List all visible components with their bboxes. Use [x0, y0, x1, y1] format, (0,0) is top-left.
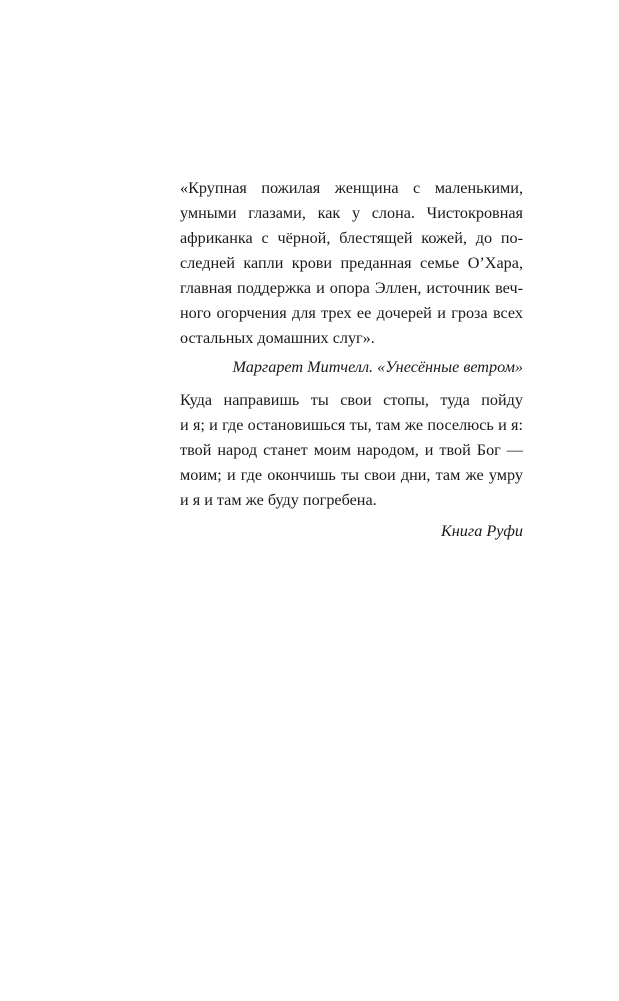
epigraph-attribution: Маргарет Митчелл. «Унесённые ветром» — [232, 358, 523, 376]
epigraph-line: остальных домашних слуг». — [180, 329, 375, 347]
epigraph-attribution: Книга Руфи — [441, 522, 523, 540]
epigraph-line: главная поддержка и опора Эллен, источник веч- — [180, 279, 523, 297]
epigraph-line: умными глазами, как у слона. Чистокровная — [180, 204, 523, 222]
epigraph-line: и я и там же буду погребена. — [180, 491, 377, 509]
epigraph-line: твой народ станет моим народом, и твой Бог — — [180, 441, 523, 459]
epigraph-ruth — [180, 388, 523, 544]
epigraph-line: моим; и где окончишь ты свои дни, там же умру — [180, 466, 523, 484]
epigraph-line: следней капли крови преданная семье О’Хара, — [180, 254, 523, 272]
epigraph-line: Куда направишь ты свои стопы, туда пойду — [180, 391, 523, 409]
epigraph-line: «Крупная пожилая женщина с маленькими, — [180, 179, 523, 197]
epigraph-line: и я; и где остановишься ты, там же поселюсь и я: — [180, 416, 523, 434]
epigraph-line: ного огорчения для трех ее дочерей и гроза всех — [180, 304, 523, 322]
epigraph-line: африканка с чёрной, блестящей кожей, до по- — [180, 229, 523, 247]
epigraph-mitchell — [180, 176, 523, 380]
